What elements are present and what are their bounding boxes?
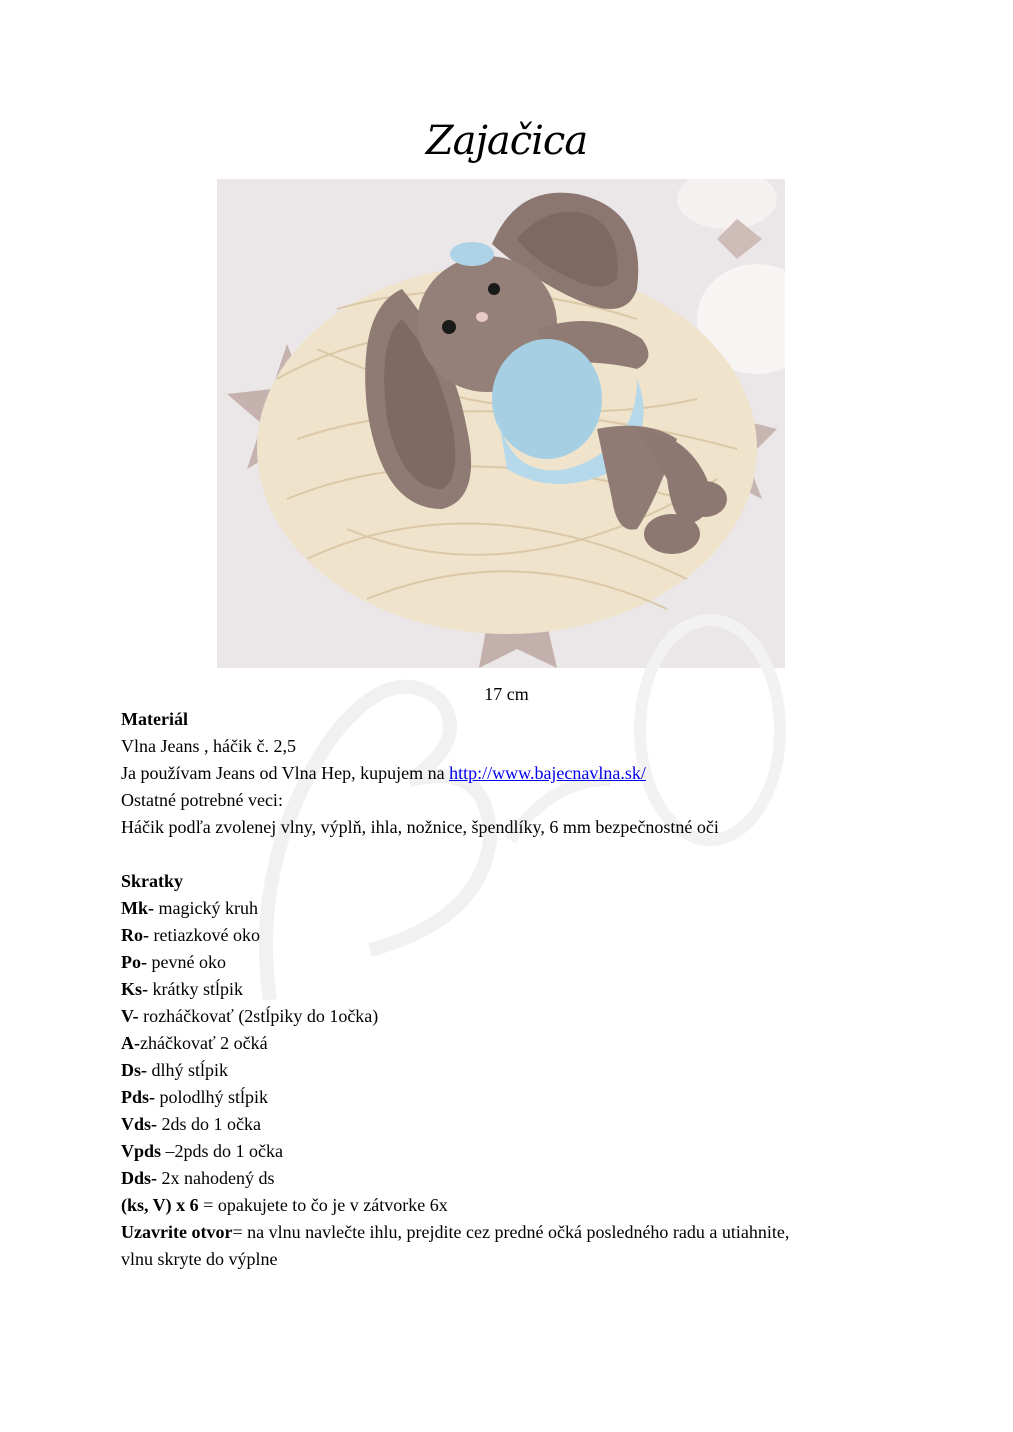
abbreviation-item [121,976,921,1003]
document-title: Zajačica [425,118,588,164]
abbreviation-desc: polodlhý stĺpik [155,1087,269,1107]
material-line [121,760,921,787]
abbreviation-term: Pds- [121,1087,156,1107]
abbreviation-desc: krátky stĺpik [148,979,243,999]
material-line-text: Ja používam Jeans od Vlna Hep, kupujem na [121,763,450,783]
abbreviation-desc: 2x nahodený ds [157,1168,275,1188]
shop-link[interactable]: http://www.bajecnavlna.sk/ [449,763,646,783]
abbreviation-item [121,949,921,976]
abbreviation-term: A- [121,1033,140,1053]
abbreviation-term: Ks- [121,979,148,999]
abbreviation-item [121,1165,921,1192]
abbreviation-term: Uzavrite otvor [121,1222,233,1242]
abbreviation-desc: magický kruh [154,898,258,918]
material-line: Ostatné potrebné veci: [121,790,283,810]
abbreviation-item [121,1138,921,1165]
abbreviation-desc: = opakujete to čo je v zátvorke 6x [198,1195,448,1215]
abbreviations-list [121,895,921,1219]
abbreviation-item-continued: vlnu skryte do výplne [121,1249,278,1269]
abbreviations-heading: Skratky [121,871,184,891]
abbreviation-item [121,1057,921,1084]
abbreviation-term: Ro- [121,925,149,945]
abbreviation-term: Vds- [121,1114,158,1134]
abbreviation-term: V- [121,1006,139,1026]
abbreviation-item [121,1030,921,1057]
bunny-photo [217,179,785,668]
abbreviation-item [121,1084,921,1111]
abbreviation-item [121,895,921,922]
abbreviation-term: Ds- [121,1060,147,1080]
material-line: Háčik podľa zvolenej vlny, výplň, ihla, nožnice, špendlíky, 6 mm bezpečnostné oči [121,817,719,837]
abbreviation-item [121,1192,921,1219]
abbreviation-term: (ks, V) x 6 [121,1195,199,1215]
abbreviation-term: Dds- [121,1168,158,1188]
material-heading: Materiál [121,709,188,729]
abbreviation-desc: –2pds do 1 očka [161,1141,284,1161]
abbreviation-desc: retiazkové oko [149,925,260,945]
abbreviation-item [121,1003,921,1030]
abbreviation-item [121,922,921,949]
abbreviation-term: Po- [121,952,147,972]
abbreviation-item [121,1219,921,1246]
abbreviation-term: Mk- [121,898,154,918]
abbreviation-item [121,1111,921,1138]
abbreviation-term: Vpds [121,1141,162,1161]
abbreviation-desc: rozháčkovať (2stĺpiky do 1očka) [138,1006,379,1026]
abbreviation-desc: zháčkovať 2 očká [140,1033,268,1053]
abbreviation-desc: dlhý stĺpik [147,1060,229,1080]
photo-caption: 17 cm [484,684,529,704]
abbreviation-desc: pevné oko [147,952,226,972]
abbreviation-desc: 2ds do 1 očka [157,1114,261,1134]
document-body [121,706,921,1273]
abbreviation-desc: = na vlnu navlečte ihlu, prejdite cez predné očká posledného radu a utiahnite, [232,1222,790,1242]
material-line: Vlna Jeans , háčik č. 2,5 [121,736,296,756]
